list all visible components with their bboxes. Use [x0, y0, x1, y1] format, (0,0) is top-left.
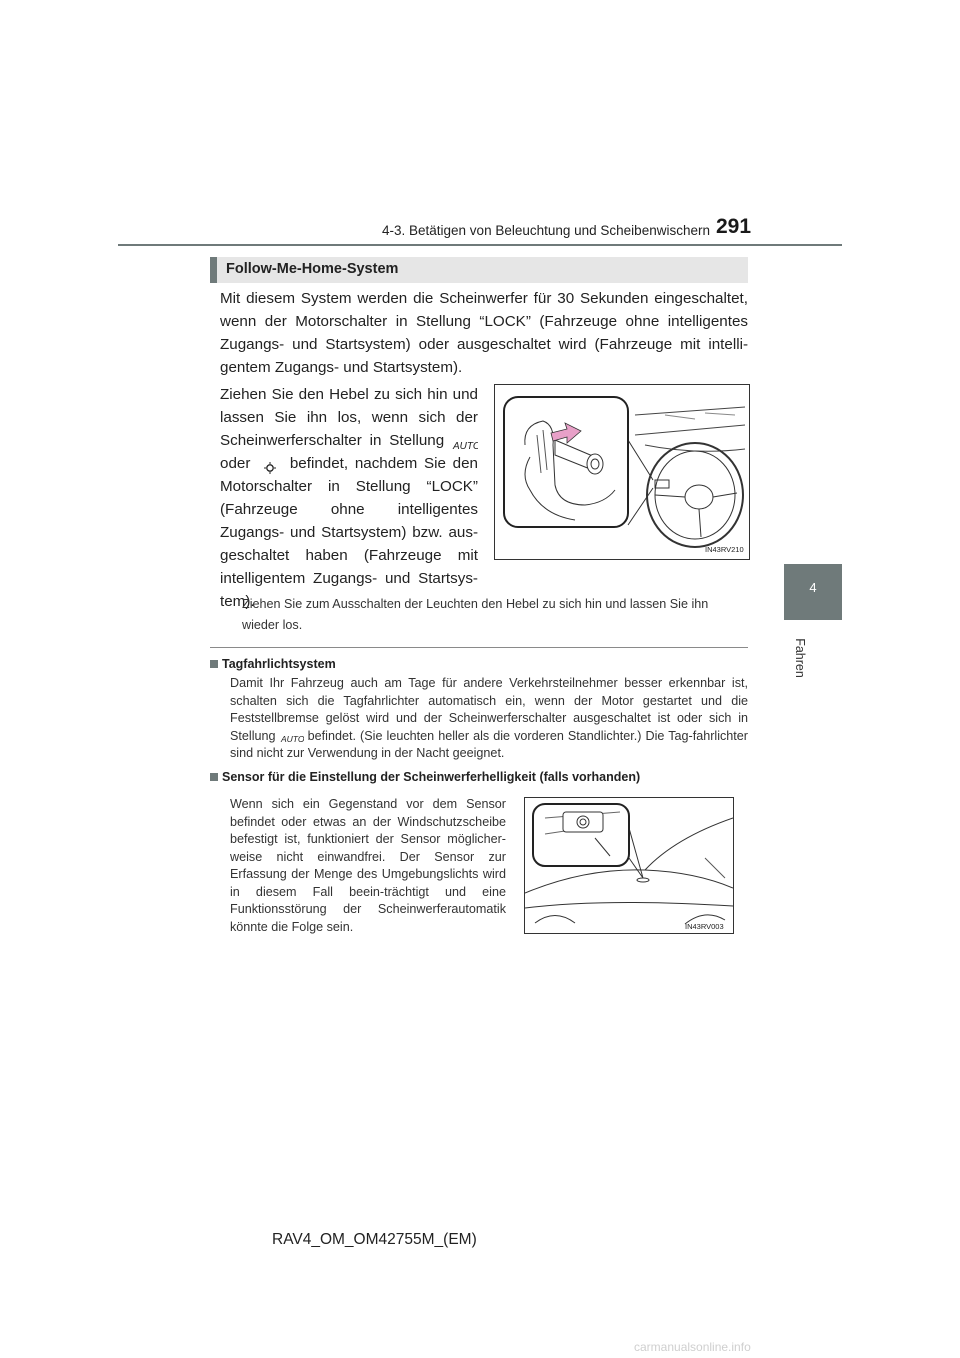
figure-1-code: IN43RV210: [705, 545, 744, 554]
lever-illustration-svg: [495, 385, 749, 559]
manual-code: RAV4_OM_OM42755M_(EM): [272, 1231, 477, 1248]
note-heading-text: Tagfahrlichtsystem: [222, 657, 336, 671]
watermark: carmanualsonline.info: [634, 1340, 751, 1354]
section-paragraph-2: [220, 383, 478, 613]
auto-headlight-icon: [280, 731, 304, 744]
note1-text-2: befindet. (Sie leuchten heller als die vorderen Standlichter.) Die Tag-fahrlichter sind nicht zur Verwendung in der Nacht geeignet.: [230, 728, 749, 760]
header-rule: [118, 244, 842, 246]
note-bullet-square: [210, 773, 218, 781]
headlight-icon: [257, 458, 283, 470]
note1-text-1: Damit Ihr Fahrzeug auch am Tage für andere Verkehrsteilnehmer besser erkennbar ist, schalten sich die Tagfahrlichter automatisch ein, wenn der Motor gestartet und die Feststellbremse gelöst wird und der Scheinwerferschalter ausgeschaltet ist oder sich in Stellung: [230, 676, 748, 743]
note-heading-text: Sensor für die Einstellung der Scheinwerferhelligkeit (falls vorhanden): [222, 770, 641, 784]
note-text-light-sensor: Wenn sich ein Gegenstand vor dem Sensor befindet oder etwas an der Windschutzscheibe befestigt ist, funktioniert der Sensor möglicher-weise nicht einwandfrei. Der Sensor zur Erfassung der Menge des Umgebungslichts wird in diesem Fall beein-trächtigt und eine Funktionsstörung der Scheinwerferautomatik könnte die Folge sein.: [230, 797, 506, 934]
section-heading-title: Follow-Me-Home-System: [226, 261, 399, 277]
section-heading-bar: [210, 257, 217, 283]
note-heading-light-sensor: [210, 770, 640, 784]
section-paragraph-1: Mit diesem System werden die Scheinwerfer für 30 Sekunden eingeschaltet, wenn der Motorschalter in Stellung “LOCK” (Fahrzeuge ohne intelligentes Zugangs- und Startsystem) oder ausgeschaltet wird (Fahrzeuge mit intelli-gentem Zugangs- und Startsystem).: [220, 290, 748, 376]
page-number: 291: [716, 215, 752, 238]
chapter-number: 4: [809, 580, 817, 595]
lever-illustration: [494, 384, 750, 560]
note-heading-daytime-lights: [210, 657, 336, 671]
chapter-label: [793, 628, 807, 688]
sensor-illustration: [524, 797, 734, 934]
chapter-label-text: Fahren: [793, 638, 807, 678]
auto-headlight-icon: [452, 435, 478, 451]
p2-text-1: Ziehen Sie den Hebel zu sich hin und lassen Sie ihn los, wenn sich der Scheinwerferschalter in Stellung: [220, 386, 478, 449]
note-text-daytime-lights: [230, 675, 748, 763]
note-bullet-square: [210, 660, 218, 668]
p2-text-2: oder: [220, 455, 251, 472]
sensor-illustration-svg: [525, 798, 733, 933]
svg-text:AUTO: AUTO: [280, 734, 304, 744]
chapter-tab[interactable]: [784, 564, 842, 620]
header-section-title: 4-3. Betätigen von Beleuchtung und Scheibenwischern: [382, 223, 710, 238]
svg-text:AUTO: AUTO: [452, 440, 478, 451]
p2-text-3: befindet, nachdem Sie den Motorschalter in Stellung “LOCK” (Fahrzeuge ohne intelligentes Zugangs- und Startsystem) bzw. aus-geschaltet haben (Fahrzeuge mit intelligentem Zugangs- und Startsys-tem).: [220, 455, 478, 610]
section-heading: [210, 257, 748, 283]
section-paragraph-3: Ziehen Sie zum Ausschalten der Leuchten den Hebel zu sich hin und lassen Sie ihn wieder los.: [242, 597, 709, 632]
section-rule: [210, 647, 748, 648]
figure-2-code: IN43RV003: [685, 922, 724, 931]
